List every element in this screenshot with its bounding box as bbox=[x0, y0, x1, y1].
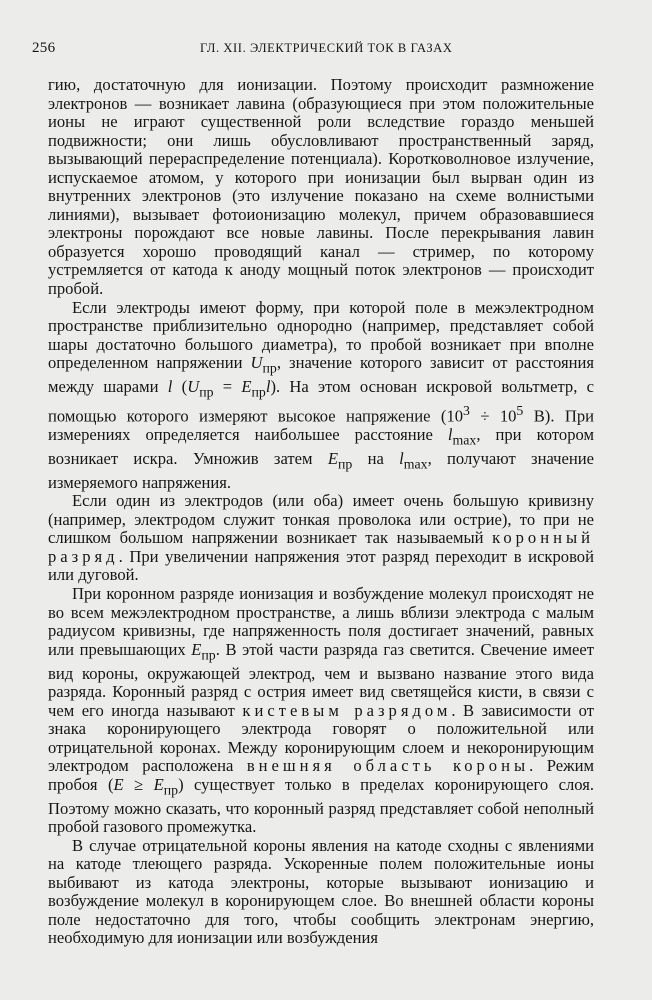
text-run: . Режим пробоя ( bbox=[48, 756, 594, 794]
text-run: , получают значение измеряемого напряжения. bbox=[48, 448, 595, 492]
math-subscript: пр bbox=[163, 782, 179, 798]
math-subscript: пр bbox=[201, 646, 216, 662]
math-symbol: l bbox=[447, 425, 453, 444]
math-subscript: пр bbox=[251, 384, 266, 400]
paragraph bbox=[48, 585, 594, 837]
paragraph bbox=[48, 492, 594, 585]
text-run: Если один из электродов (или оба) имеет очень большую кривизну (например, электродом служит тонкая проволока или острие), то при не слишком большом напряжении возникает так называемый bbox=[48, 491, 594, 548]
paragraph bbox=[48, 76, 594, 299]
emphasized-term: кистевым разрядом bbox=[242, 700, 452, 720]
text-run: ( bbox=[172, 377, 188, 397]
math-superscript: 3 bbox=[463, 402, 470, 418]
text-run: , значение которого зависит от расстояния между шарами bbox=[48, 353, 595, 397]
text-run: = bbox=[213, 377, 242, 397]
running-head: ГЛ. XII. ЭЛЕКТРИЧЕСКИЙ ТОК В ГАЗАХ bbox=[200, 41, 453, 55]
math-symbol: E bbox=[113, 774, 124, 794]
text-run: В). При измерениях определяется наибольшее расстояние bbox=[48, 406, 594, 444]
text-run: В случае отрицательной короны явления на катоде сходны с явлениями на катоде тлеющего разряда. Ускоренные полем положительные ионы выбивают из катода электроны, которые вызывают ионизацию и возбуждение молекул в коронирующем слое. Во внешней области короны поле недостаточно для того, чтобы сообщить электронам энергию, необходимую для ионизации или возбуждения bbox=[48, 835, 594, 948]
math-superscript: 5 bbox=[516, 402, 524, 418]
body-text bbox=[48, 76, 594, 948]
math-subscript: max bbox=[452, 432, 477, 448]
math-symbol: l bbox=[399, 448, 404, 468]
text-run: ÷ 10 bbox=[469, 406, 517, 426]
math-symbol: l bbox=[167, 377, 173, 397]
paragraph bbox=[48, 837, 594, 948]
math-symbol: U bbox=[250, 353, 263, 373]
math-symbol: l bbox=[265, 377, 271, 397]
text-run: , при котором возникает искра. Умножив затем bbox=[48, 425, 594, 468]
math-symbol: E bbox=[327, 448, 338, 468]
emphasized-term: коронный разряд bbox=[48, 528, 594, 566]
text-run: При коронном разряде ионизация и возбуждение молекул происходят не во всем межэлектродном пространстве, а лишь вблизи электрода с малым радиусом кривизны, где напряженность поля достигает значений, равных или превышающих bbox=[48, 584, 594, 659]
text-run: на bbox=[352, 448, 400, 468]
text-run: . При увеличении напряжения этот разряд переходит в искровой или дуговой. bbox=[48, 546, 594, 585]
math-subscript: пр bbox=[199, 384, 214, 400]
math-subscript: max bbox=[403, 456, 428, 472]
math-symbol: E bbox=[191, 639, 202, 659]
text-run: . В зависимости от знака коронирующего электрода говорят о положительной или отрицательной коронах. Между коронирующим слоем и некоронирующим электродом расположена bbox=[48, 700, 594, 776]
text-run: ). На этом основан искровой вольтметр, с помощью которого измеряют высокое напряжение (10 bbox=[48, 377, 594, 426]
math-subscript: пр bbox=[262, 360, 277, 376]
text-run: ) существует только в пределах коронирующего слоя. Поэтому можно сказать, что коронный разряд представляет собой неполный пробой газового промежутка. bbox=[48, 774, 594, 837]
text-run: гию, достаточную для ионизации. Поэтому происходит размножение электронов — возникает лавина (образующиеся при этом положительные ионы не играют существенной роли вследствие гораздо меньшей подвижности; они лишь обусловливают пространственный заряд, вызывающий перераспределение потенциала). Коротковолновое излучение, испускаемое атомом, у которого при ионизации был вырван один из внутренних электронов (это излучение показано на схеме волнистыми линиями), вызывает фотоионизацию молекул, причем образовавшиеся электроны порождают все новые лавины. После перекрывания лавин образуется хорошо проводящий канал — стример, по которому устремляется от катода к аноду мощный поток электронов — происходит пробой. bbox=[48, 75, 594, 299]
math-symbol: E bbox=[241, 377, 252, 397]
math-subscript: пр bbox=[337, 456, 353, 472]
paragraph bbox=[48, 299, 594, 493]
page-number: 256 bbox=[32, 40, 56, 56]
emphasized-term: внешняя область короны bbox=[246, 756, 530, 776]
math-symbol: U bbox=[187, 377, 200, 397]
page-header bbox=[32, 40, 614, 60]
math-symbol: E bbox=[153, 774, 164, 794]
text-run: ≥ bbox=[123, 774, 154, 794]
text-run: . В этой части разряда газ светится. Свечение имеет вид короны, окружающей электрод, чем и вызвано название этого вида разряда. Коронный разряд с острия имеет вид светящейся кисти, в связи с чем его иногда называют bbox=[48, 639, 595, 720]
text-run: Если электроды имеют форму, при которой поле в межэлектродном пространстве приблизительно однородно (например, представляет собой шары достаточно большого диаметра), то пробой возникает при вполне определенном напряжении bbox=[48, 297, 594, 373]
